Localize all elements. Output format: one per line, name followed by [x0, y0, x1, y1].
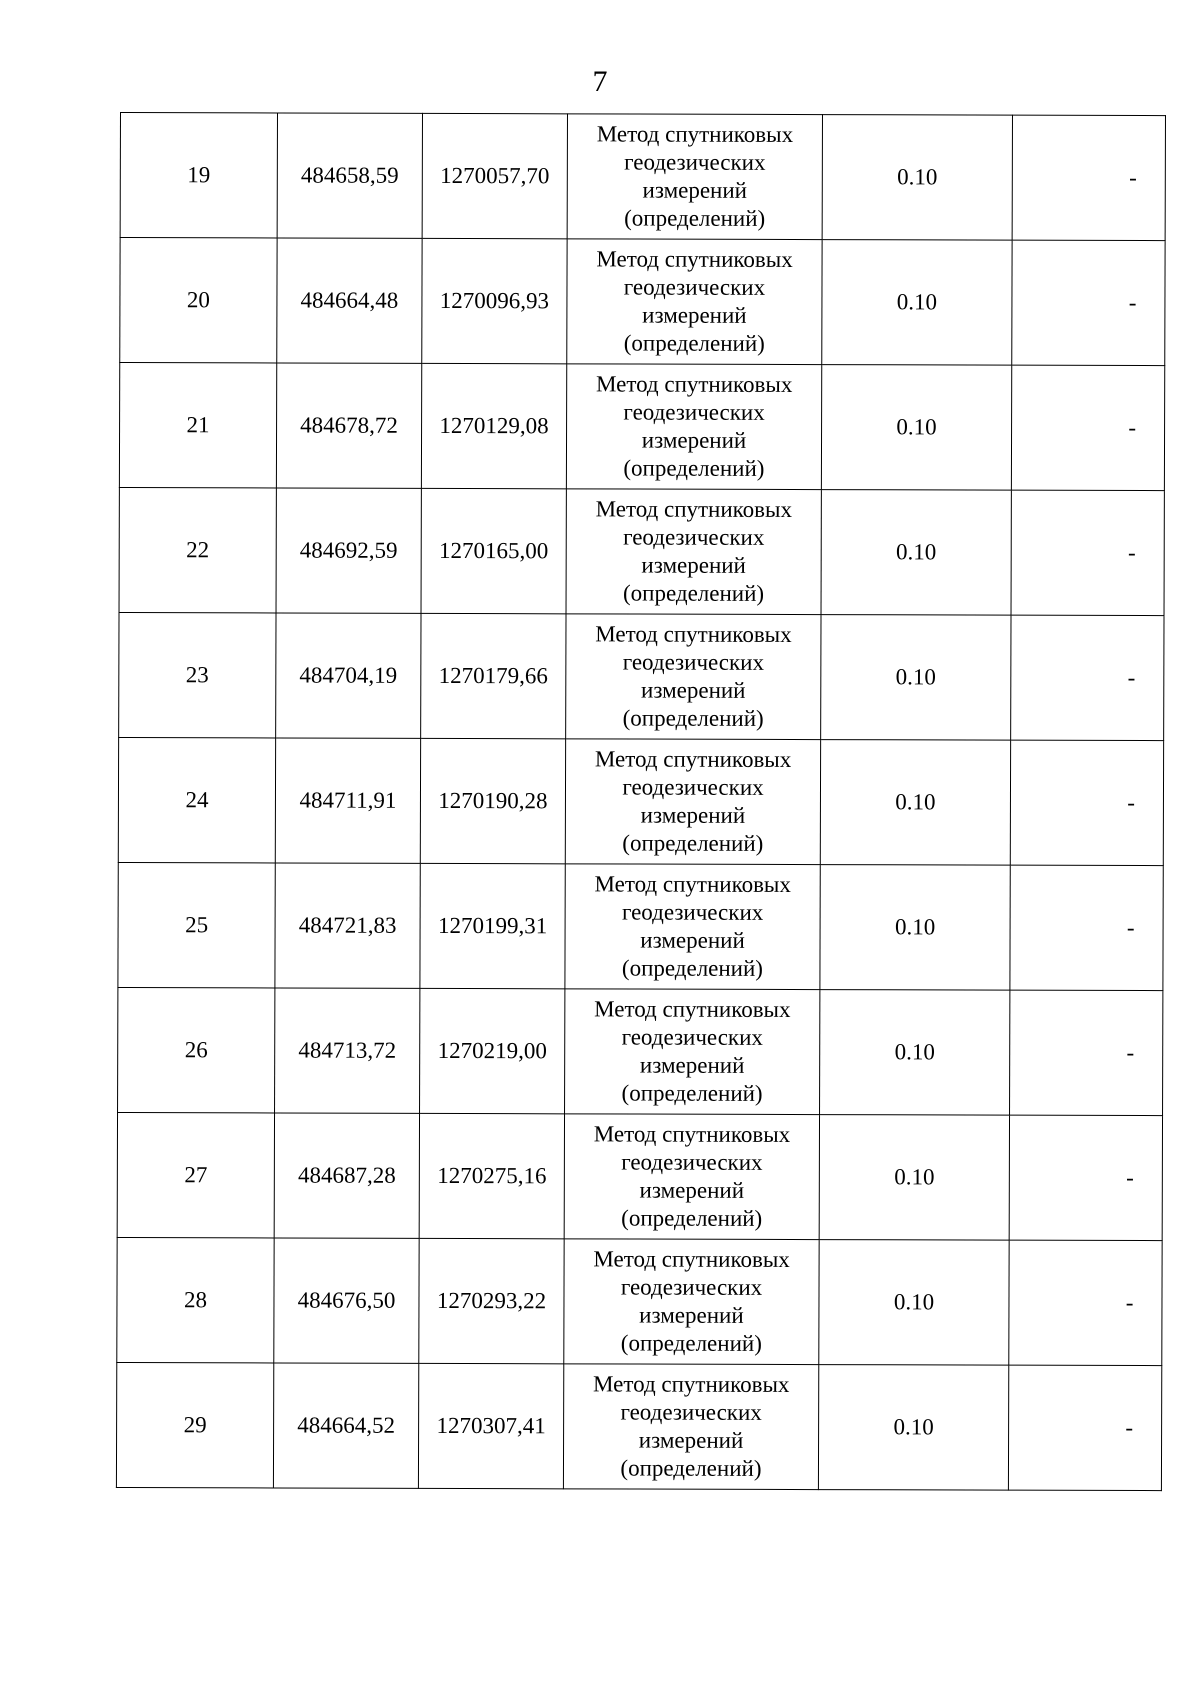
- x-coordinate-cell: 484713,72: [275, 988, 420, 1113]
- x-coordinate-cell: 484678,72: [276, 363, 421, 488]
- table-row: [116, 1362, 1161, 1490]
- point-number-cell: 25: [118, 862, 275, 987]
- method-cell: Метод спутниковых геодезических измерений (определений): [567, 239, 822, 365]
- note-cell: -: [1010, 865, 1163, 990]
- point-number-cell: 29: [116, 1362, 273, 1487]
- accuracy-cell: 0.10: [818, 1365, 1008, 1491]
- note-cell: -: [1008, 1365, 1161, 1490]
- y-coordinate-cell: 1270190,28: [420, 738, 565, 863]
- method-cell: Метод спутниковых геодезических измерений (определений): [564, 1239, 819, 1365]
- point-number-cell: 26: [118, 987, 275, 1112]
- x-coordinate-cell: 484664,52: [273, 1363, 418, 1488]
- method-cell: Метод спутниковых геодезических измерений (определений): [565, 864, 820, 990]
- accuracy-cell: 0.10: [821, 615, 1011, 741]
- table-row: [120, 113, 1165, 241]
- method-cell: Метод спутниковых геодезических измерений (определений): [566, 614, 821, 740]
- x-coordinate-cell: 484676,50: [274, 1238, 419, 1363]
- point-number-cell: 20: [120, 238, 277, 363]
- table-row: [118, 862, 1163, 990]
- method-cell: Метод спутниковых геодезических измерений (определений): [566, 489, 821, 615]
- point-number-cell: 27: [117, 1112, 274, 1237]
- accuracy-cell: 0.10: [819, 1240, 1009, 1366]
- coordinates-table-body: [116, 113, 1165, 1491]
- y-coordinate-cell: 1270096,93: [422, 238, 567, 363]
- y-coordinate-cell: 1270293,22: [419, 1238, 564, 1363]
- note-cell: -: [1011, 490, 1164, 615]
- note-cell: -: [1011, 615, 1164, 740]
- table-row: [118, 737, 1163, 865]
- y-coordinate-cell: 1270275,16: [419, 1113, 564, 1238]
- accuracy-cell: 0.10: [820, 990, 1010, 1116]
- x-coordinate-cell: 484711,91: [275, 738, 420, 863]
- method-cell: Метод спутниковых геодезических измерений (определений): [565, 739, 820, 865]
- accuracy-cell: 0.10: [820, 865, 1010, 991]
- note-cell: -: [1010, 740, 1163, 865]
- point-number-cell: 22: [119, 487, 276, 612]
- point-number-cell: 21: [119, 363, 276, 488]
- point-number-cell: 28: [117, 1237, 274, 1362]
- method-cell: Метод спутниковых геодезических измерений (определений): [566, 364, 821, 490]
- note-cell: -: [1009, 1115, 1162, 1240]
- y-coordinate-cell: 1270179,66: [421, 613, 566, 738]
- y-coordinate-cell: 1270165,00: [421, 488, 566, 613]
- note-cell: -: [1009, 1240, 1162, 1365]
- table-row: [118, 987, 1163, 1115]
- accuracy-cell: 0.10: [821, 365, 1011, 491]
- page-number: 7: [592, 65, 608, 98]
- x-coordinate-cell: 484664,48: [277, 238, 422, 363]
- accuracy-cell: 0.10: [821, 490, 1011, 616]
- table-row: [119, 612, 1164, 740]
- method-cell: Метод спутниковых геодезических измерений (определений): [564, 1114, 819, 1240]
- point-number-cell: 24: [118, 737, 275, 862]
- table-row: [119, 487, 1164, 615]
- x-coordinate-cell: 484721,83: [275, 863, 420, 988]
- y-coordinate-cell: 1270219,00: [420, 988, 565, 1113]
- accuracy-cell: 0.10: [822, 240, 1012, 366]
- table-row: [117, 1237, 1162, 1365]
- table-row: [120, 238, 1165, 366]
- x-coordinate-cell: 484687,28: [274, 1113, 419, 1238]
- y-coordinate-cell: 1270129,08: [421, 363, 566, 488]
- accuracy-cell: 0.10: [820, 740, 1010, 866]
- method-cell: Метод спутниковых геодезических измерений (определений): [567, 114, 822, 240]
- point-number-cell: 19: [120, 113, 277, 238]
- table-row: [119, 363, 1164, 491]
- coordinates-table: [116, 112, 1166, 1491]
- x-coordinate-cell: 484658,59: [277, 113, 422, 238]
- note-cell: -: [1012, 240, 1165, 365]
- note-cell: -: [1012, 115, 1165, 240]
- accuracy-cell: 0.10: [819, 1115, 1009, 1241]
- y-coordinate-cell: 1270307,41: [418, 1363, 563, 1488]
- x-coordinate-cell: 484704,19: [276, 613, 421, 738]
- method-cell: Метод спутниковых геодезических измерений (определений): [563, 1364, 818, 1490]
- table-row: [117, 1112, 1162, 1240]
- x-coordinate-cell: 484692,59: [276, 488, 421, 613]
- accuracy-cell: 0.10: [822, 115, 1012, 241]
- note-cell: -: [1011, 365, 1164, 490]
- point-number-cell: 23: [119, 612, 276, 737]
- note-cell: -: [1010, 990, 1163, 1115]
- y-coordinate-cell: 1270057,70: [422, 113, 567, 238]
- method-cell: Метод спутниковых геодезических измерений (определений): [565, 989, 820, 1115]
- y-coordinate-cell: 1270199,31: [420, 863, 565, 988]
